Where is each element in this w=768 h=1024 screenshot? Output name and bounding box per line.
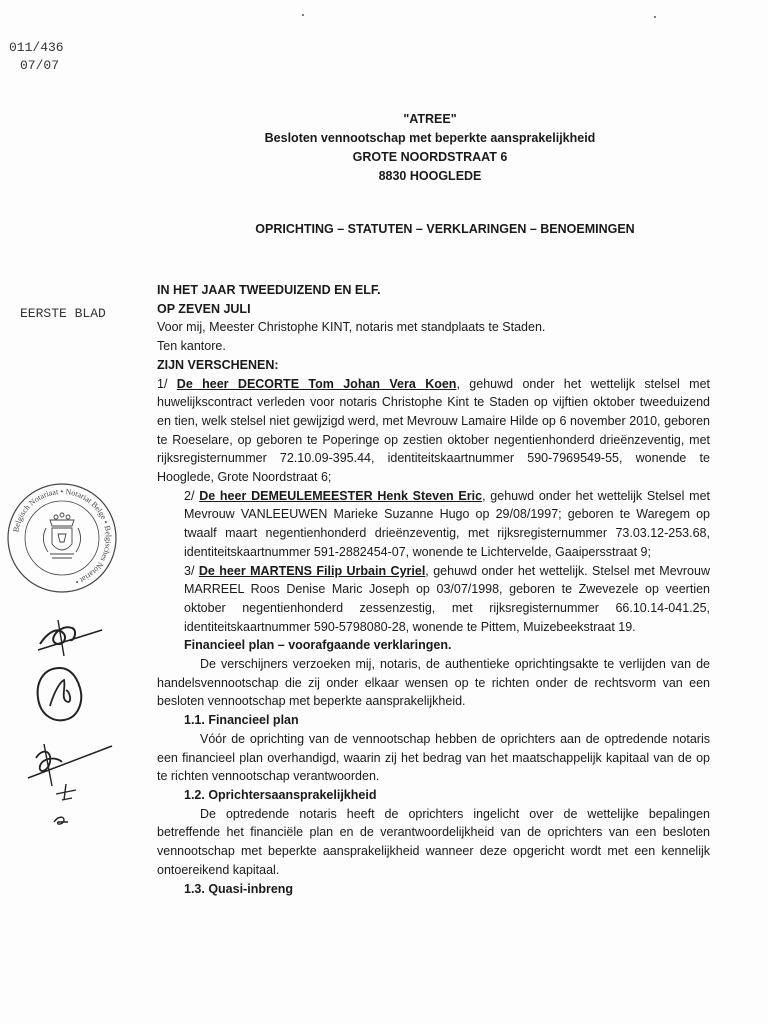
financial-plan-heading: Financieel plan – voorafgaande verklaringen.: [184, 638, 452, 653]
scan-speck: [302, 14, 304, 16]
intro-notary: Voor mij, Meester Christophe KINT, notaris met standplaats te Staden.: [157, 320, 546, 335]
initial-mark-icon: [52, 780, 82, 804]
party-1-number: 1/: [157, 376, 177, 391]
seal-text: Belgisch Notariaat • Notariat Belge • Belgisches Notariat •: [11, 486, 114, 587]
intro-office: Ten kantore.: [157, 339, 226, 354]
section-1-1-text: Vóór de oprichting van de vennootschap hebben de oprichters aan de optredende notaris een financieel plan overhandigd, waarin zij het bedrag van het maatschappelijk kapitaal van de op te richten vennootschap verantwoorden.: [157, 731, 710, 784]
initial-mark-small-icon: [50, 810, 74, 830]
party-2-details: , gehuwd onder het wettelijk Stelsel met Mevrouw VANLEEUWEN Marieke Suzanne Hugo op 29/08/1997; geboren te Waregem op twaalf maart negentienhonderd drieënzeventig, met rijksregisternummer 73.03.12-253.68, identiteitskaartnummer 591-2882454-07, wonende te Lichtervelde, Gaaipersstraat 9;: [184, 488, 710, 559]
document-title: OPRICHTING – STATUTEN – VERKLARINGEN – BENOEMINGEN: [255, 222, 635, 236]
party-3: [157, 562, 710, 637]
party-3-name: De heer MARTENS Filip Urbain Cyriel: [198, 563, 426, 578]
party-3-number: 3/: [184, 563, 199, 578]
margin-label: EERSTE BLAD: [20, 306, 106, 321]
party-3-details: , gehuwd onder het wettelijk. Stelsel met Mevrouw MARREEL Roos Denise Maric Joseph op 03/07/1998, geboren te Zwevezele op veertien oktober negentienhonderd zessenzestig, met rijksregisternummer 66.10.14-041.25, identiteitskaartnummer 590-5798080-28, wonende te Pittem, Muizebeekstraat 19.: [184, 563, 710, 634]
party-1: [157, 375, 710, 487]
party-2-number: 2/: [184, 488, 200, 503]
signature-2-icon: [30, 662, 90, 728]
section-1-2-heading: 1.2. Oprichtersaansprakelijkheid: [184, 787, 377, 802]
party-2: [157, 487, 710, 562]
company-street: GROTE NOORDSTRAAT 6: [352, 150, 508, 164]
company-city: 8830 HOOGLEDE: [378, 169, 482, 183]
party-2-name: De heer DEMEULEMEESTER Henk Steven Eric: [199, 488, 483, 503]
section-1-1-heading: 1.1. Financieel plan: [184, 713, 299, 728]
intro-year: IN HET JAAR TWEEDUIZEND EN ELF.: [157, 283, 381, 297]
margin-code-2: 07/07: [20, 58, 60, 73]
party-1-details: , gehuwd onder het wettelijk stelsel met huwelijkscontract verleden voor notaris Christophe Kint te Staden op vijftien oktober tweeduizend en tien, welk stelsel niet gewijzigd werd, met Mevrouw Lamaire Hilde op 6 november 2010, geboren te Roeselare, op geboren te Poperinge op zestien oktober negentienhonderd drieënzeventig, met rijksregisternummer 72.10.09-395.44, identiteitskaartnummer 590-7969549-55, wonende te Hooglede, Grote Noordstraat 6;: [157, 376, 710, 485]
notary-seal-icon: [6, 482, 118, 594]
intro-date: OP ZEVEN JULI: [157, 301, 251, 316]
financial-plan-intro: De verschijners verzoeken mij, notaris, de authentieke oprichtingsakte te verlijden van de handelsvennootschap die zij onder elkaar wensen op te richten onder de rechtsvorm van een besloten vennootschap met beperkte aansprakelijkheid.: [157, 657, 710, 709]
company-header: [200, 110, 660, 186]
party-1-name: De heer DECORTE Tom Johan Vera Koen: [176, 376, 457, 391]
scan-speck: [654, 16, 656, 18]
section-1-2-text: De optredende notaris heeft de oprichters ingelicht over de wettelijke bepalingen betreffende het financiële plan en de verantwoordelijkheid van de oprichters van een besloten vennootschap met beperkte aansprakelijkheid wanneer deze opgericht wordt met een kennelijk ontoereikend kapitaal.: [157, 806, 710, 877]
company-legal-form: Besloten vennootschap met beperkte aansprakelijkheid: [264, 131, 596, 145]
deed-body: [157, 281, 710, 898]
company-name: "ATREE": [403, 112, 457, 126]
svg-text:Belgisch Notariaat • Notariat: [11, 487, 113, 587]
section-1-3-heading: 1.3. Quasi-inbreng: [184, 881, 294, 896]
signature-1-icon: [30, 612, 110, 662]
intro-appeared: ZIJN VERSCHENEN:: [157, 357, 279, 372]
margin-code-1: 011/436: [9, 40, 64, 55]
